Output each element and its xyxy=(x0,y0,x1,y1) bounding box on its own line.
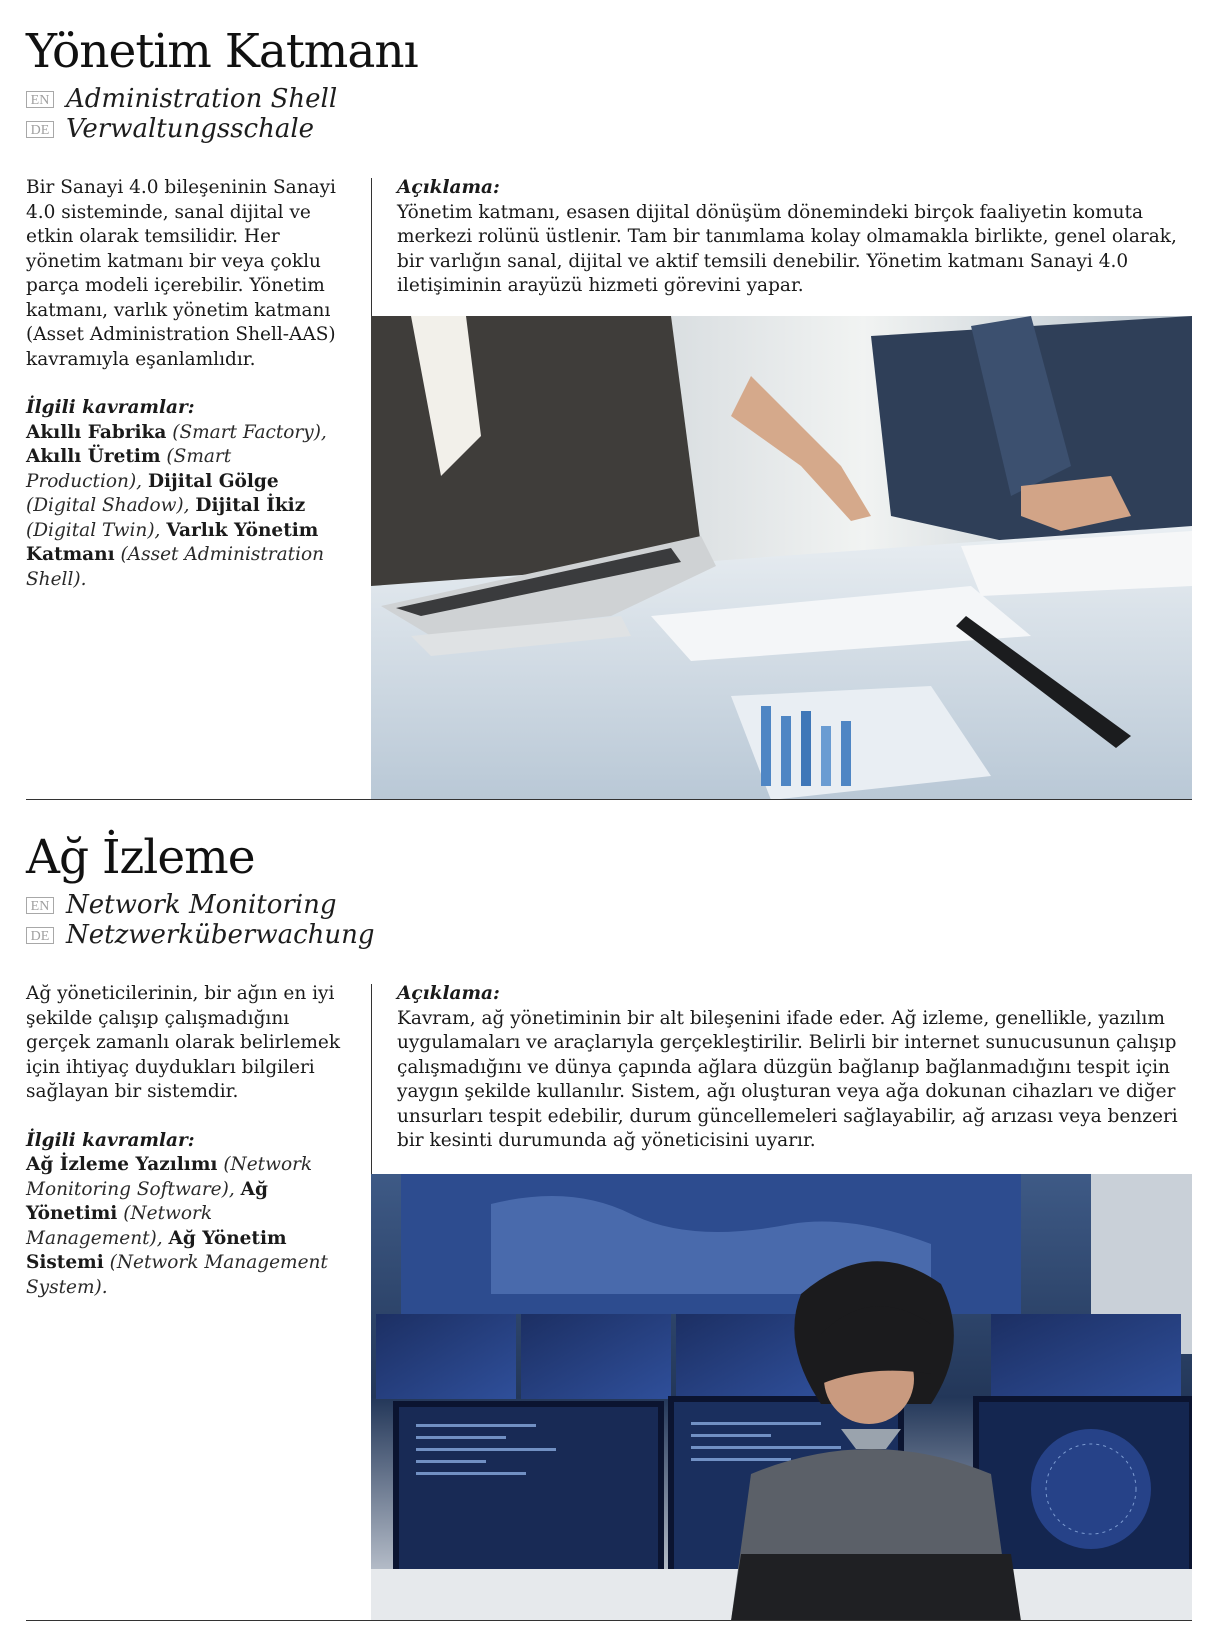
photo-illustration xyxy=(371,1174,1192,1621)
german-term: Netzwerküberwachung xyxy=(66,920,375,950)
related-heading: İlgili kavramlar: xyxy=(26,397,195,418)
description-column xyxy=(397,176,1192,299)
description-heading: Açıklama: xyxy=(397,177,500,198)
definition-column xyxy=(26,176,352,592)
photo-illustration xyxy=(371,316,1192,800)
related-term-en: (Smart Factory), xyxy=(172,421,327,443)
related-term: Akıllı Üretim xyxy=(26,446,161,467)
related-term-en: (Digital Shadow), xyxy=(26,495,190,516)
related-term-en: (Network Management System). xyxy=(26,1252,328,1298)
language-tag-de: DE xyxy=(26,121,54,138)
office-laptop-photo xyxy=(371,316,1192,800)
term-title: Ağ İzleme xyxy=(26,830,255,885)
definition-text: Bir Sanayi 4.0 bileşeninin Sanayi 4.0 sisteminde, sanal dijital ve etkin olarak temsilidir. Her yönetim katmanı bir veya çoklu parça modeli içerebilir. Yönetim katmanı, varlık yönetim katmanı (Asset Administration Shell-AAS) kavramıyla eşanlamlıdır. xyxy=(26,177,336,370)
related-term: Ağ Yönetim Sistemi xyxy=(26,1227,287,1273)
related-term: Dijital İkiz xyxy=(195,495,306,516)
related-term: Akıllı Fabrika xyxy=(26,421,167,443)
related-term: Dijital Gölge xyxy=(147,470,279,492)
entry-separator xyxy=(26,1620,1192,1621)
glossary-entry xyxy=(26,806,1192,1621)
description-column xyxy=(397,982,1192,1154)
german-translation xyxy=(26,920,375,950)
english-term: Administration Shell xyxy=(66,84,338,114)
related-term: Varlık Yönetim Katmanı xyxy=(26,519,319,565)
german-translation xyxy=(26,114,314,144)
definition-column xyxy=(26,982,352,1300)
definition-text: Ağ yöneticilerinin, bir ağın en iyi şekilde çalışıp çalışmadığını gerçek zamanlı olarak belirlemek için ihtiyaç duydukları bilgileri sağlayan bir sistemdir. xyxy=(26,983,341,1102)
description-heading: Açıklama: xyxy=(397,983,500,1004)
related-term-en: (Network Management), xyxy=(26,1203,213,1249)
related-term: Ağ Yönetimi xyxy=(26,1178,268,1224)
language-tag-en: EN xyxy=(26,897,54,914)
german-term: Verwaltungsschale xyxy=(66,114,315,144)
language-tag-de: DE xyxy=(26,927,54,944)
related-terms xyxy=(26,421,352,593)
english-translation xyxy=(26,84,337,114)
related-term: Ağ İzleme Yazılımı xyxy=(26,1154,218,1175)
description-text: Yönetim katmanı, esasen dijital dönüşüm dönemindeki birçok faaliyetin komuta merkezi rolünü üstlenir. Tam bir tanımlama kolay olmamakla birlikte, genel olarak, bir varlığın sanal, dijital ve aktif temsili denebilir. Yönetim katmanı Sanayi 4.0 iletişiminin arayüzü hizmeti görevini yapar. xyxy=(397,201,1177,296)
related-heading: İlgili kavramlar: xyxy=(26,1129,195,1151)
term-title: Yönetim Katmanı xyxy=(26,24,418,79)
language-tag-en: EN xyxy=(26,91,54,108)
related-term-en: (Network Monitoring Software), xyxy=(26,1154,313,1200)
entry-separator xyxy=(26,799,1192,800)
english-translation xyxy=(26,890,337,920)
related-terms xyxy=(26,1153,352,1300)
english-term: Network Monitoring xyxy=(66,890,337,920)
related-term-en: (Asset Administration Shell). xyxy=(26,544,325,590)
description-text: Kavram, ağ yönetiminin bir alt bileşenini ifade eder. Ağ izleme, genellikle, yazılım uygulamaları ve araçlarıyla gerçekleştirilir. Belirli bir internet sunucusunun çalışıp çalışmadığını ve dünya çapında ağlara düzgün bağlanıp bağlanmadığını tespit için yaygın şekilde kullanılır. Sistem, ağı oluşturan veya ağa dokunan cihazları ve diğer unsurları tespit edebilir, durum güncellemeleri sağlayabilir, ağ arızası veya benzeri bir kesinti durumunda ağ yöneticisini uyarır. xyxy=(397,1007,1178,1151)
related-term-en: (Smart Production), xyxy=(26,446,232,492)
glossary-entry xyxy=(26,0,1192,800)
control-room-photo xyxy=(371,1174,1192,1621)
related-term-en: (Digital Twin), xyxy=(26,519,161,541)
